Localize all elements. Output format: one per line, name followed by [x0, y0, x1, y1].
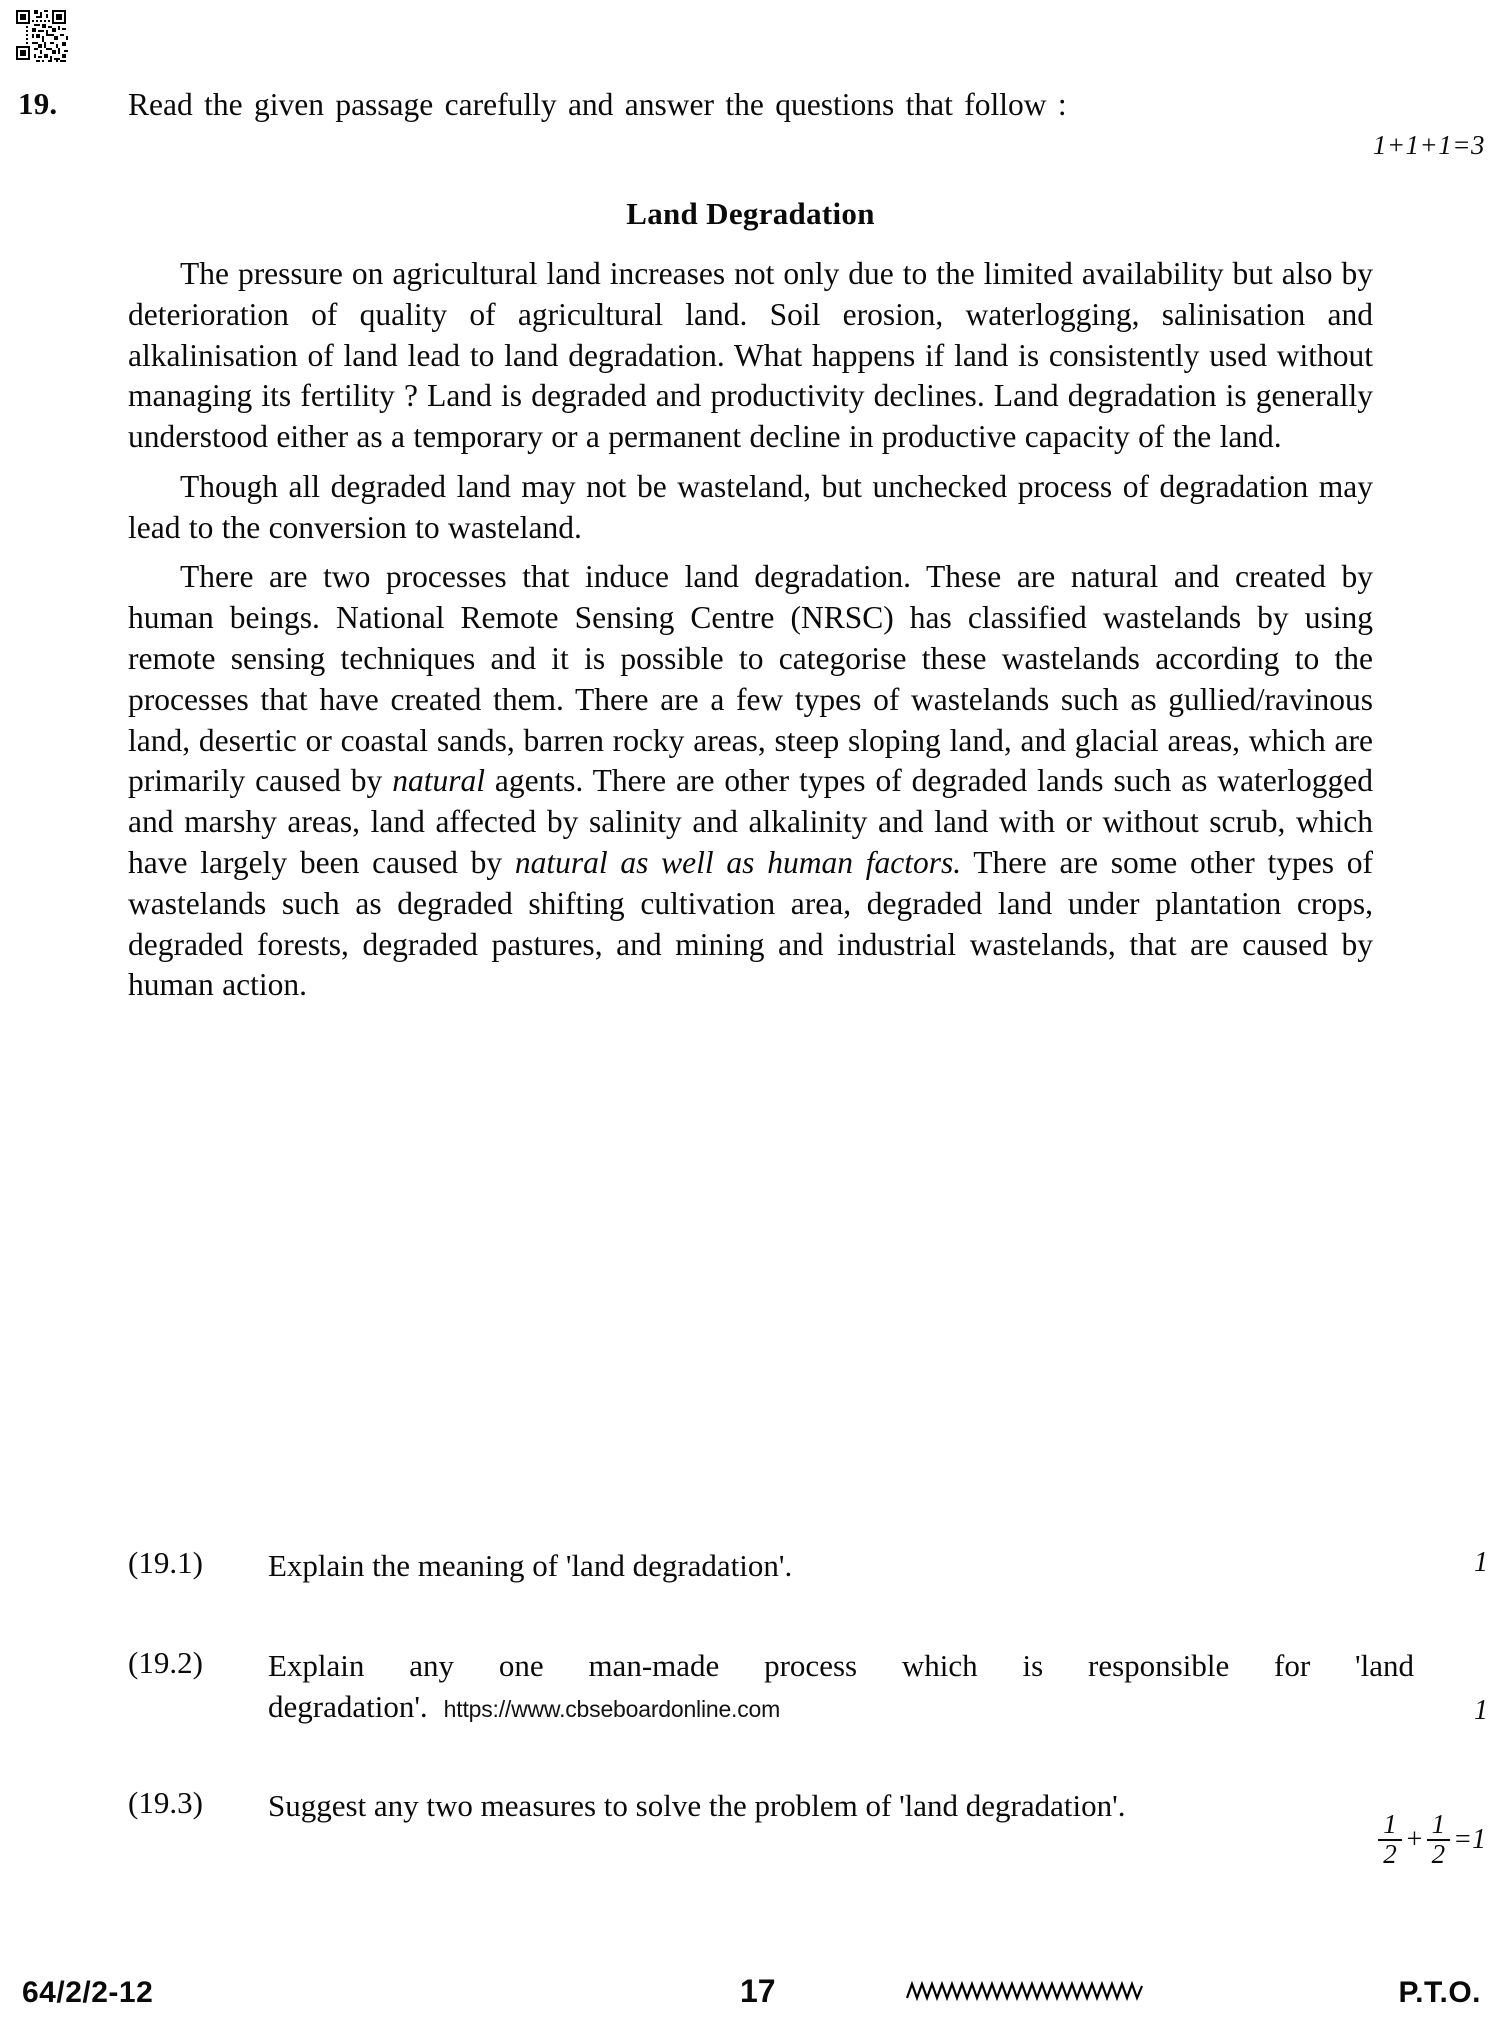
passage-paragraph-2: Though all degraded land may not be wasteland, but unchecked process of degradation may lead to the conversion to wasteland. [128, 468, 1373, 545]
sub-question-label: (19.2) [128, 1645, 203, 1680]
paper-code: 64/2/2-12 [22, 1976, 154, 2009]
fraction-equals: =1 [1453, 1823, 1486, 1855]
fraction-one-half-second [1427, 1811, 1451, 1868]
sub-question-marks: 1 [1474, 1695, 1488, 1726]
sub-question-label: (19.3) [128, 1785, 203, 1820]
question-number: 19. [18, 86, 58, 121]
passage-block [128, 196, 1373, 1006]
fraction-denominator: 2 [1427, 1839, 1451, 1869]
sub-question-text: Suggest any two measures to solve the problem of 'land degradation'. [268, 1788, 1126, 1823]
sub-question-label: (19.1) [128, 1545, 203, 1580]
pto-label: P.T.O. [1398, 1976, 1481, 2009]
fraction-denominator: 2 [1378, 1839, 1402, 1869]
sub-question-text [268, 1645, 1428, 1727]
fraction-numerator: 1 [1383, 1809, 1397, 1839]
passage-p3-text-1: There are two processes that induce land degradation. These are natural and created by human beings. National Remote Sensing Centre (NRSC) has classified wastelands by using remote sensing techniques and it is possible to categorise these wastelands according to the processes that have created them. There are a few types of wastelands such as gullied/ravinous land, desertic or coastal sands, barren rocky areas, steep sloping land, and glacial areas, which are primarily caused by [128, 559, 1373, 799]
squiggle-mark-icon [905, 1978, 1145, 2004]
sub-question-19-2 [128, 1645, 1488, 1751]
passage-title: Land Degradation [626, 196, 875, 231]
passage-p3-italic-2: natural as well as human factors. [514, 844, 962, 880]
question-marks-total: 1+1+1=3 [1372, 130, 1485, 160]
sub-question-19-3 [128, 1785, 1488, 1892]
page-footer [0, 1956, 1505, 2010]
passage-p3-text-2: agents. There are other types of degraded lands such as waterlogged and marshy areas, land affected by salinity and alkalinity and land with or without scrub, which have largely been caused by [128, 763, 1374, 880]
fraction-numerator: 1 [1431, 1809, 1446, 1839]
passage-p3-text-3: There are some other types of wastelands such as degraded shifting cultivation area, degraded land under plantation crops, degraded forests, degraded pastures, and mining and industrial wastelands, that are caused by human action. [128, 844, 1373, 1003]
sub-question-marks: 1 [1474, 1547, 1488, 1578]
sub-question-19-1 [128, 1545, 1488, 1610]
fraction-operator: + [1404, 1823, 1424, 1855]
passage-p3-italic-1: natural [392, 763, 485, 799]
watermark-url: https://www.cbseboardonline.com [443, 1696, 781, 1723]
sub-question-text: Explain the meaning of 'land degradation'. [268, 1548, 793, 1583]
qr-code-icon [14, 8, 72, 66]
passage-paragraph-3 [128, 557, 1373, 1006]
fraction-one-half-first [1378, 1811, 1402, 1868]
sub-question-marks-fraction [1318, 1785, 1488, 1868]
passage-paragraph-1: The pressure on agricultural land increases not only due to the limited availability but also by deterioration of quality of agricultural land. Soil erosion, waterlogging, salinisation and alkalinisation of land lead to land degradation. What happens if land is consistently used without managing its fertility ? Land is degraded and productivity declines. Land degradation is generally understood either as a temporary or a permanent decline in productive capacity of the land. [128, 256, 1373, 455]
question-stem: Read the given passage carefully and answer the questions that follow : [128, 87, 1067, 122]
page-number: 17 [740, 1973, 776, 2009]
sub-question-text-span: Explain any one man-made process which is responsible for 'land degradation'. [268, 1648, 1414, 1725]
